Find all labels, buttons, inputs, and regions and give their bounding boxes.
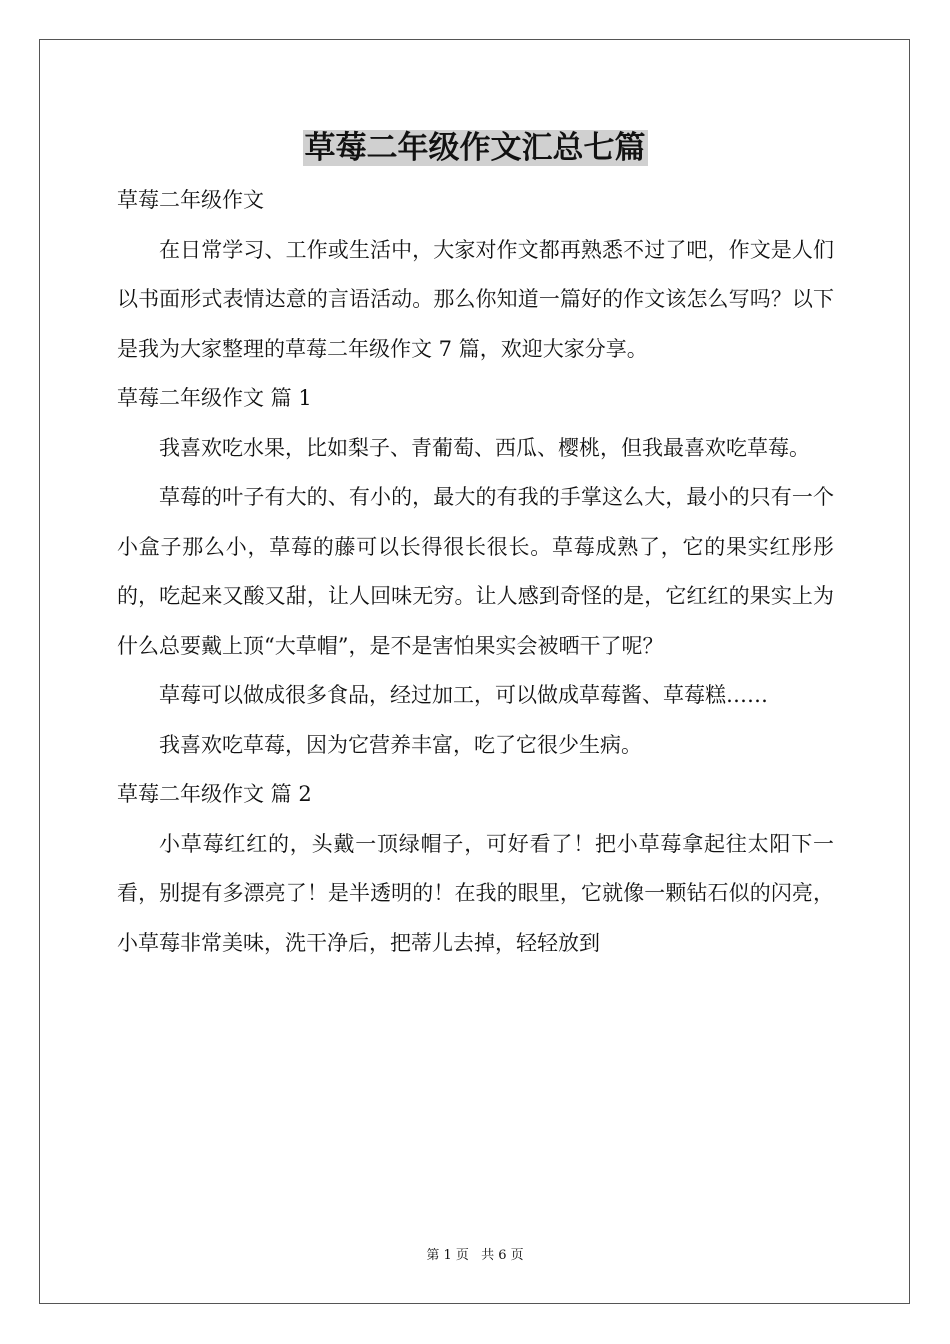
document-title — [0, 126, 950, 170]
page-total: 共 6 页 — [481, 1248, 524, 1263]
heading-intro: 草莓二年级作文 — [117, 188, 264, 212]
paragraph: 我喜欢吃草莓，因为它营养丰富，吃了它很少生病。 — [159, 732, 642, 757]
paragraph: 草莓可以做成很多食品，经过加工，可以做成草莓酱、草莓糕…… — [159, 683, 768, 707]
paragraph: 草莓的叶子有大的、有小的，最大的有我的手掌这么大，最小的只有一个小盒子那么小，草莓的藤可以长得很长很长。草莓成熟了，它的果实红彤彤的，吃起来又酸又甜，让人回味无穷。让人感到奇怪的是，它红红的果实上为什么总要戴上顶“大草帽”，是不是害怕果实会被晒干了呢？ — [117, 485, 834, 658]
page-footer — [0, 1247, 950, 1265]
heading-essay-2: 草莓二年级作文 篇 2 — [117, 782, 312, 806]
paragraph: 我喜欢吃水果，比如梨子、青葡萄、西瓜、樱桃，但我最喜欢吃草莓。 — [159, 435, 810, 460]
paragraph: 小草莓红红的，头戴一顶绿帽子，可好看了！把小草莓拿起往太阳下一看，别提有多漂亮了！是半透明的！在我的眼里，它就像一颗钻石似的闪亮，小草莓非常美味，洗干净后，把蒂儿去掉，轻轻放到 — [117, 831, 834, 955]
heading-essay-1: 草莓二年级作文 篇 1 — [117, 386, 312, 410]
paragraph-intro: 在日常学习、工作或生活中，大家对作文都再熟悉不过了吧，作文是人们以书面形式表情达意的言语活动。那么你知道一篇好的作文该怎么写吗？以下是我为大家整理的草莓二年级作文 7 篇，欢迎大家分享。 — [117, 237, 834, 361]
title-text: 草莓二年级作文汇总七篇 — [304, 130, 646, 166]
document-body — [117, 176, 834, 968]
page-number: 第 1 页 — [426, 1248, 469, 1263]
